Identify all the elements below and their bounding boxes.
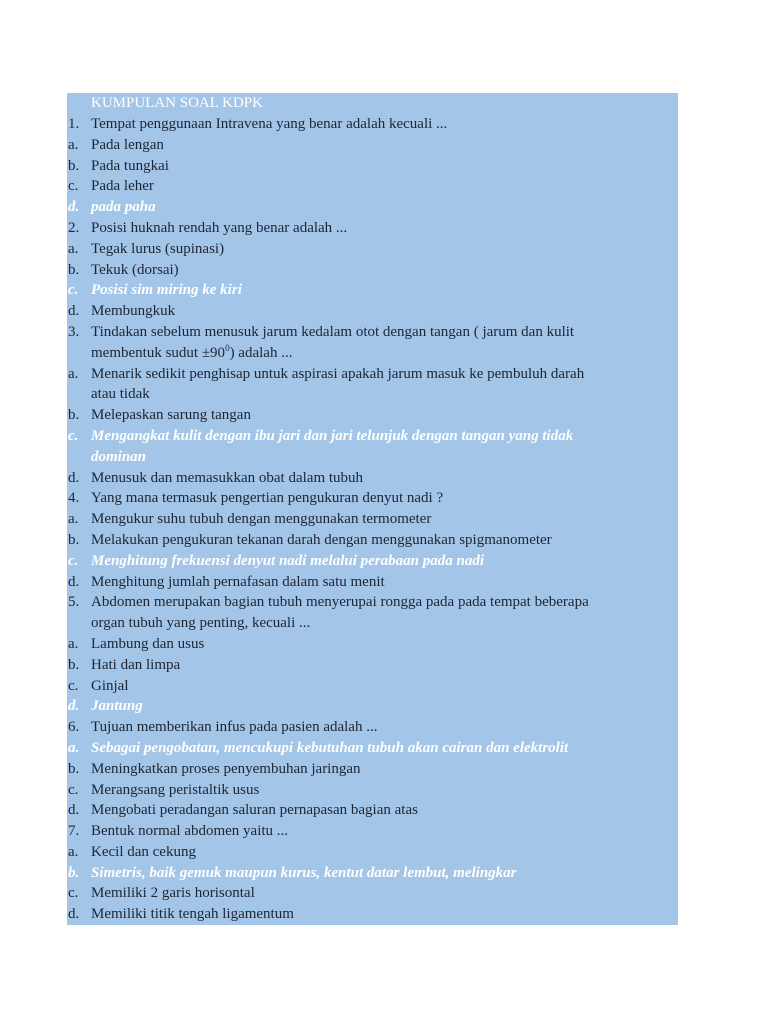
text-line	[0, 883, 680, 904]
line-text: membentuk sudut $\pm 90^0$) adalah ...	[91, 342, 293, 361]
line-text: Lambung dan usus	[91, 635, 205, 652]
line-marker: b.	[68, 864, 80, 881]
line-marker: d.	[68, 303, 80, 320]
text-line	[0, 780, 680, 801]
text-line	[0, 218, 680, 239]
line-text: Memiliki 2 garis horisontal	[91, 885, 255, 902]
line-text: Pada lengan	[91, 136, 164, 153]
line-text: Membungkuk	[91, 303, 176, 320]
line-text: Menghitung frekuensi denyut nadi melalui perabaan pada nadi	[91, 552, 484, 569]
text-line	[0, 384, 680, 405]
line-text: Posisi sim miring ke kiri	[91, 282, 242, 299]
line-text: Kecil dan cekung	[91, 843, 196, 860]
line-text: Ginjal	[91, 677, 129, 694]
text-line	[0, 488, 680, 509]
line-text: Tujuan memberikan infus pada pasien adalah ...	[91, 719, 378, 736]
line-marker: b.	[68, 261, 80, 278]
line-marker: a.	[68, 843, 79, 860]
text-line	[0, 301, 680, 322]
text-line	[0, 842, 680, 863]
line-marker: 7.	[68, 823, 80, 840]
line-marker: d.	[68, 698, 80, 715]
text-line	[0, 156, 680, 177]
line-marker: a.	[68, 511, 79, 528]
text-line	[0, 468, 680, 489]
text-line	[0, 405, 680, 426]
line-marker: d.	[68, 199, 80, 216]
text-line	[0, 655, 680, 676]
answer-line	[0, 280, 680, 301]
line-text: Merangsang peristaltik usus	[91, 781, 260, 798]
line-text: organ tubuh yang penting, kecuali ...	[91, 615, 311, 632]
line-marker: b.	[68, 760, 80, 777]
line-marker: a.	[68, 739, 80, 756]
line-text: Sebagai pengobatan, mencukupi kebutuhan tubuh akan cairan dan elektrolit	[91, 739, 569, 756]
line-marker: 2.	[68, 219, 80, 236]
line-text: Tekuk (dorsai)	[91, 261, 179, 278]
line-marker: b.	[68, 407, 80, 424]
text-line	[0, 800, 680, 821]
text-line	[0, 676, 680, 697]
line-marker: a.	[68, 635, 79, 652]
text-line	[0, 634, 680, 655]
line-text: Menusuk dan memasukkan obat dalam tubuh	[91, 469, 364, 486]
line-marker: b.	[68, 157, 80, 174]
answer-line	[0, 696, 680, 717]
text-line	[0, 717, 680, 738]
text-line	[0, 592, 680, 613]
line-text: Pada leher	[91, 178, 154, 195]
line-marker: 3.	[68, 323, 80, 340]
line-text: Yang mana termasuk pengertian pengukuran denyut nadi ?	[91, 490, 444, 507]
answer-line	[0, 738, 680, 759]
line-marker: c.	[68, 885, 79, 902]
line-marker: c.	[68, 677, 79, 694]
line-text: Memiliki titik tengah ligamentum	[91, 906, 294, 923]
text-line	[0, 260, 680, 281]
text-line	[0, 509, 680, 530]
text-line	[0, 821, 680, 842]
text-line	[0, 364, 680, 385]
document-title: KUMPULAN SOAL KDPK	[91, 95, 263, 111]
text-line	[0, 613, 680, 634]
line-marker: 5.	[68, 594, 80, 611]
line-text: Tegak lurus (supinasi)	[91, 240, 225, 257]
line-text: Hati dan limpa	[91, 656, 181, 673]
line-marker: a.	[68, 365, 79, 382]
text-line	[0, 239, 680, 260]
line-marker: a.	[68, 240, 79, 257]
text-line	[0, 759, 680, 780]
line-text: Tempat penggunaan Intravena yang benar adalah kecuali ...	[91, 116, 448, 132]
line-text: Jantung	[91, 698, 143, 715]
line-text: Meningkatkan proses penyembuhan jaringan	[91, 760, 361, 777]
line-text: Menarik sedikit penghisap untuk aspirasi apakah jarum masuk ke pembuluh darah	[91, 365, 585, 382]
line-text: Posisi huknah rendah yang benar adalah ...	[91, 219, 348, 236]
line-marker: 4.	[68, 490, 80, 507]
answer-line	[0, 863, 680, 884]
line-marker: d.	[68, 906, 80, 923]
line-text: Tindakan sebelum menusuk jarum kedalam otot dengan tangan ( jarum dan kulit	[91, 323, 575, 340]
line-marker: c.	[68, 552, 79, 569]
text-line	[0, 530, 680, 551]
line-text: Melepaskan sarung tangan	[91, 407, 251, 424]
line-marker: 1.	[68, 116, 80, 132]
line-text: Bentuk normal abdomen yaitu ...	[91, 823, 289, 840]
line-marker: 6.	[68, 719, 80, 736]
line-text-suffix: ) adalah ...	[229, 344, 293, 361]
text-line	[0, 322, 680, 343]
line-marker: a.	[68, 136, 79, 153]
text-line	[0, 135, 680, 156]
line-marker: d.	[68, 573, 80, 590]
line-text: Mengangkat kulit dengan ibu jari dan jari telunjuk dengan tangan yang tidak	[91, 427, 574, 444]
line-marker: c.	[68, 781, 79, 798]
line-marker: b.	[68, 531, 80, 548]
answer-line	[0, 551, 680, 572]
line-text: Mengobati peradangan saluran pernapasan bagian atas	[91, 802, 418, 819]
line-text: Pada tungkai	[91, 157, 169, 174]
answer-line	[0, 447, 680, 468]
line-text: pada paha	[91, 199, 156, 216]
line-marker: d.	[68, 469, 80, 486]
text-line	[0, 904, 680, 925]
answer-line	[0, 197, 680, 218]
text-line	[0, 114, 680, 135]
line-marker: c.	[68, 282, 79, 299]
line-marker: d.	[68, 802, 80, 819]
line-text: Mengukur suhu tubuh dengan menggunakan termometer	[91, 511, 432, 528]
line-text: atau tidak	[91, 386, 150, 403]
line-marker: c.	[68, 427, 79, 444]
line-text: Simetris, baik gemuk maupun kurus, kentut datar lembut, melingkar	[91, 864, 517, 881]
line-text: dominan	[91, 448, 147, 465]
text-line	[0, 343, 680, 364]
superscript: 0	[225, 342, 230, 353]
question-list	[0, 114, 680, 925]
line-marker: b.	[68, 656, 80, 673]
line-marker: c.	[68, 178, 79, 195]
line-text: Menghitung jumlah pernafasan dalam satu menit	[91, 573, 385, 590]
text-line	[0, 572, 680, 593]
line-text: Melakukan pengukuran tekanan darah dengan menggunakan spigmanometer	[91, 531, 552, 548]
answer-line	[0, 426, 680, 447]
line-text: Abdomen merupakan bagian tubuh menyerupai rongga pada pada tempat beberapa	[91, 594, 589, 611]
text-line	[0, 176, 680, 197]
